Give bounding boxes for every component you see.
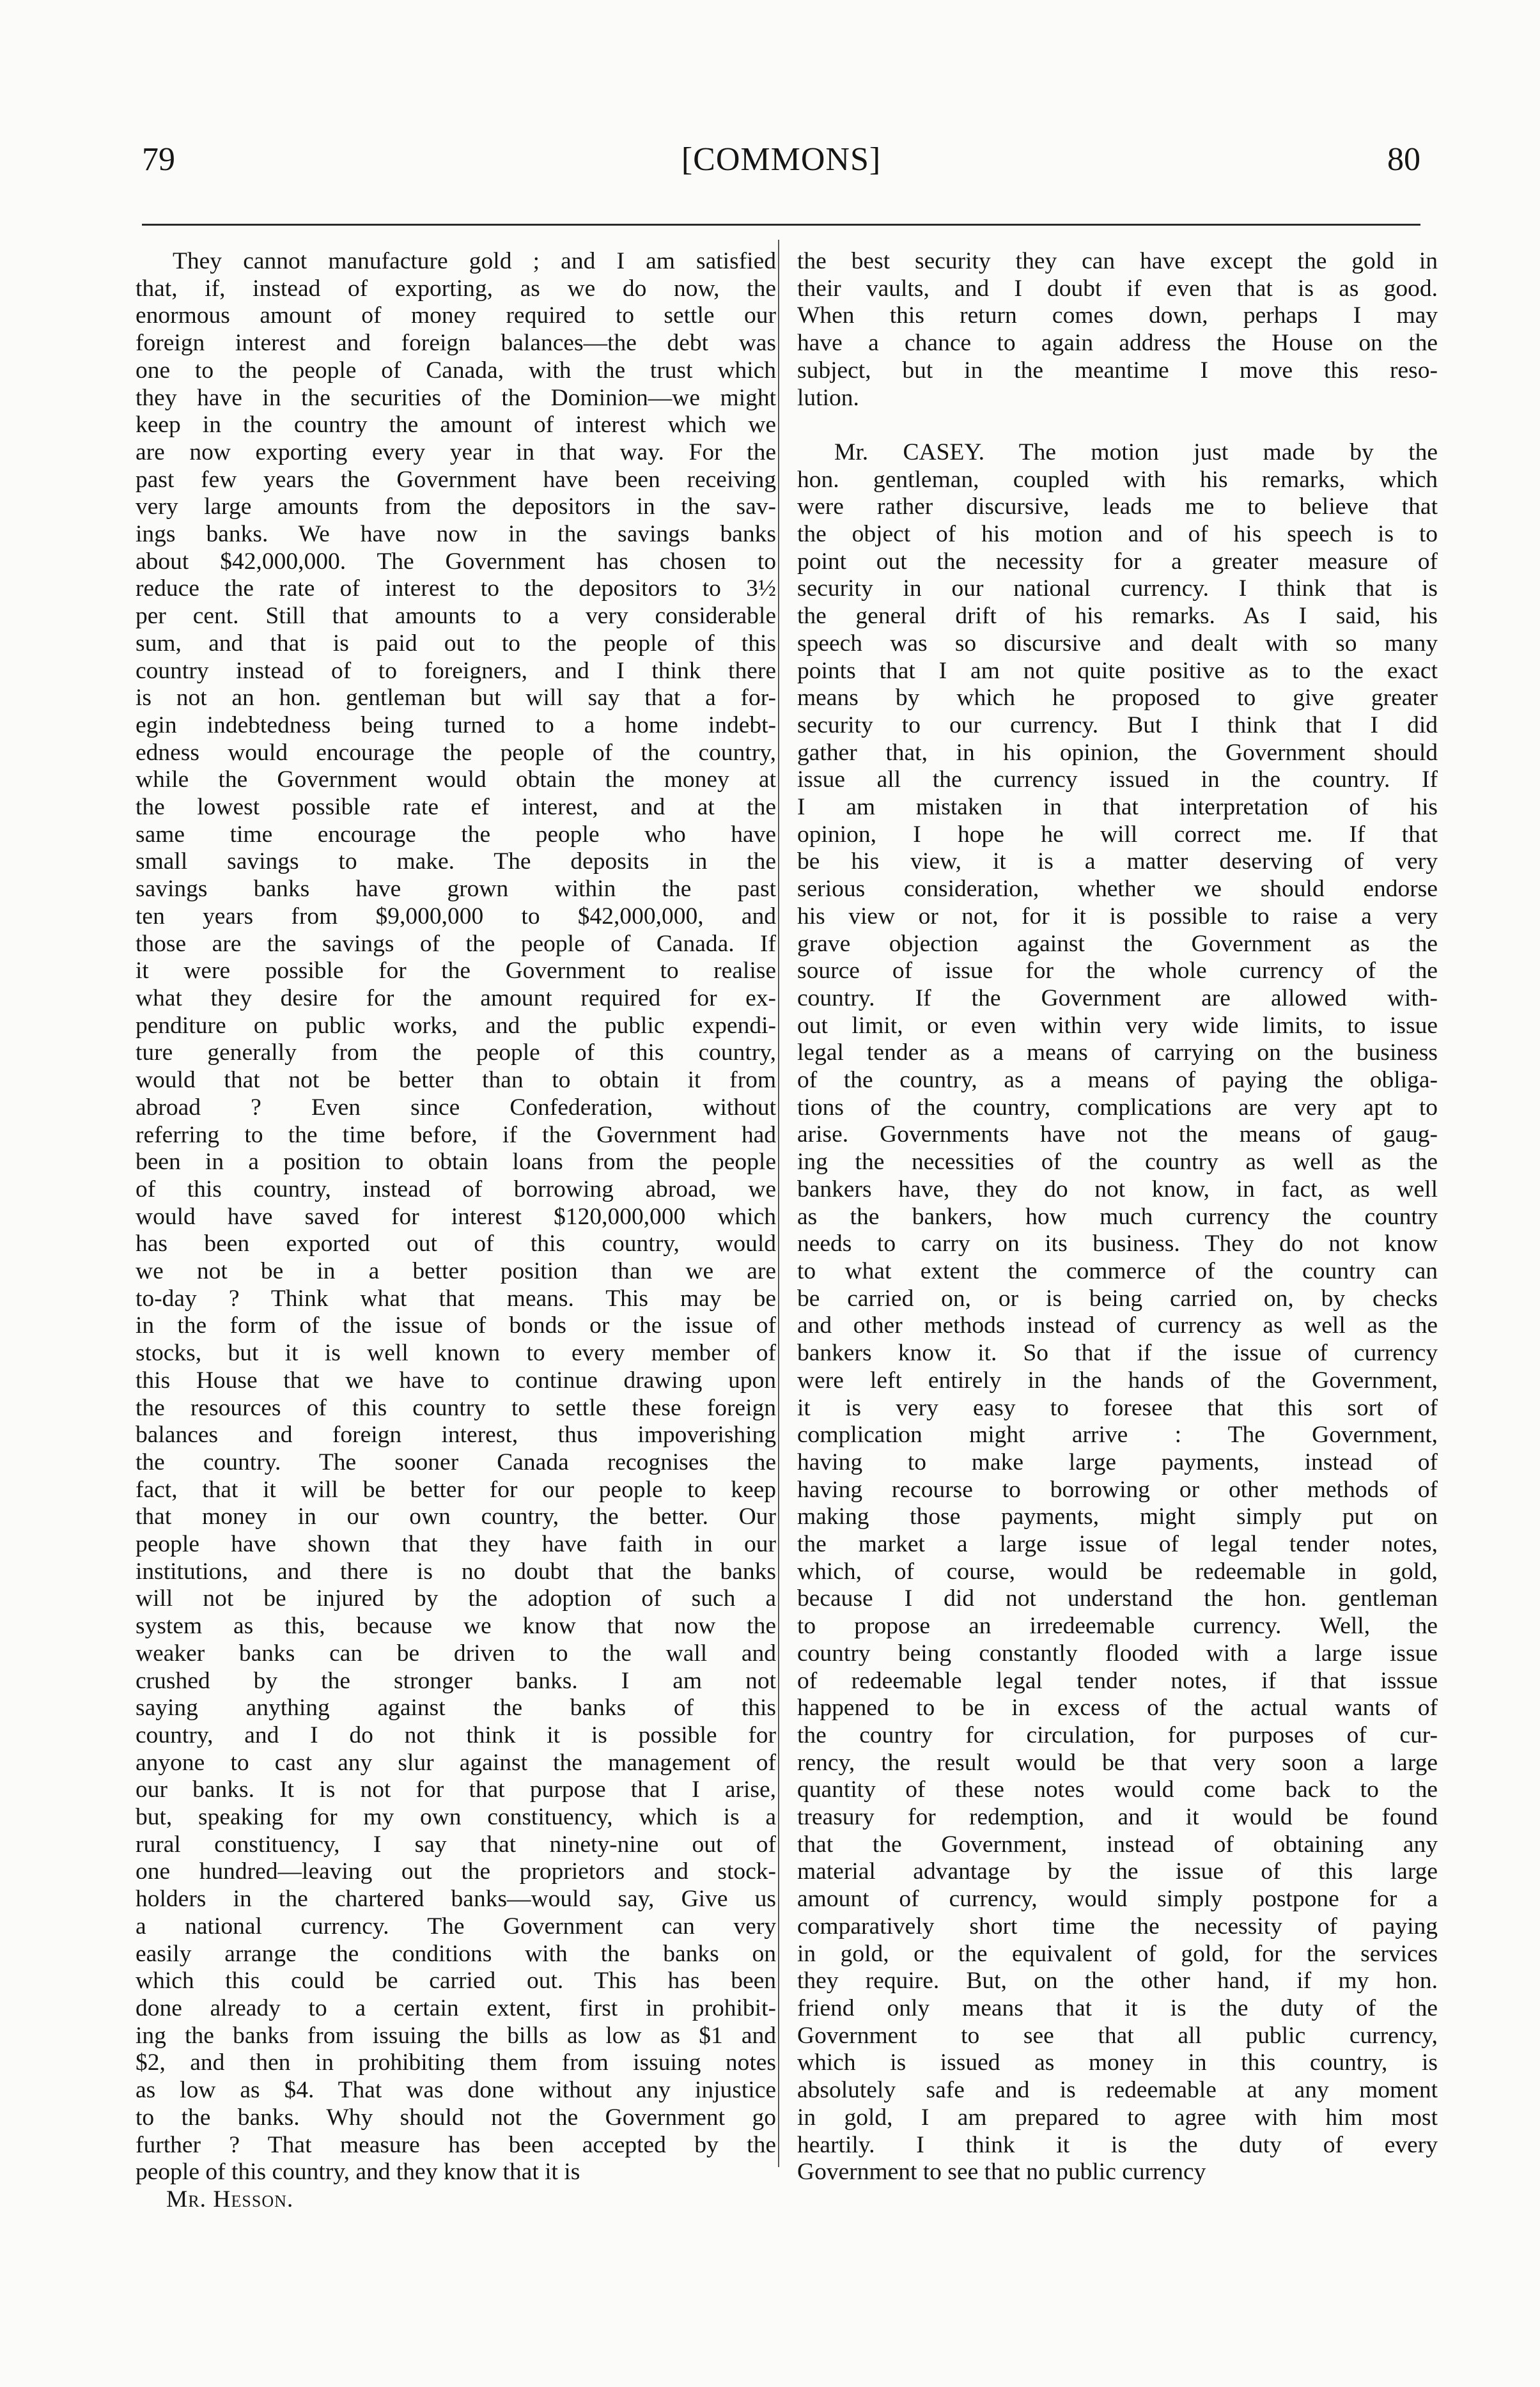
text-line: is not an hon. gentleman but will say that a for- xyxy=(136,685,776,711)
text-line: holders in the chartered banks—would say, Give us xyxy=(136,1886,776,1913)
text-line: done already to a certain extent, first in prohibit- xyxy=(136,1995,776,2021)
text-line: because I did not understand the hon. gentleman xyxy=(797,1585,1438,1612)
text-line: we not be in a better position than we are xyxy=(136,1258,776,1285)
text-line: heartily. I think it is the duty of every xyxy=(797,2131,1438,2158)
text-line: one hundred—leaving out the proprietors and stock- xyxy=(136,1858,776,1885)
text-line: keep in the country the amount of interest which we xyxy=(136,412,776,439)
running-head: [COMMONS] xyxy=(681,141,882,178)
text-line: to what extent the commerce of the country can xyxy=(797,1258,1438,1284)
text-line: quantity of these notes would come back to the xyxy=(797,1777,1438,1803)
text-line: balances and foreign interest, thus impoverishing xyxy=(136,1422,776,1449)
text-line: hon. gentleman, coupled with his remarks, which xyxy=(797,466,1438,493)
footer-speaker-name: Mr. Hesson. xyxy=(166,2186,294,2212)
text-line: of this country, instead of borrowing abroad, we xyxy=(136,1176,776,1202)
text-line: serious consideration, whether we should endorse xyxy=(797,876,1438,903)
text-line: Government to see that all public currency, xyxy=(797,2022,1438,2049)
text-line: ing the necessities of the country as well as the xyxy=(797,1149,1438,1176)
paragraph-gap xyxy=(797,412,1438,439)
text-line: which is issued as money in this country, is xyxy=(797,2049,1438,2076)
text-line: were left entirely in the hands of the Government, xyxy=(797,1367,1438,1394)
text-line: security in our national currency. I think that is xyxy=(797,575,1438,602)
text-line: been in a position to obtain loans from the people xyxy=(136,1149,776,1176)
text-line: material advantage by the issue of this large xyxy=(797,1858,1438,1885)
text-line: have a chance to again address the House on the xyxy=(797,330,1438,357)
text-line: $2, and then in prohibiting them from issuing notes xyxy=(136,2049,776,2076)
text-line: Government to see that no public currency xyxy=(797,2159,1206,2186)
text-line: arise. Governments have not the means of gaug- xyxy=(797,1121,1438,1148)
text-line: it is very easy to foresee that this sort of xyxy=(797,1394,1438,1421)
text-line: our banks. It is not for that purpose that I arise, xyxy=(136,1777,776,1803)
text-line: edness would encourage the people of the country, xyxy=(136,739,776,766)
text-line: fact, that it will be better for our people to keep xyxy=(136,1476,776,1503)
text-line: speech was so discursive and dealt with so many xyxy=(797,630,1438,657)
text-line: point out the necessity for a greater measure of xyxy=(797,548,1438,575)
text-line: be his view, it is a matter deserving of very xyxy=(797,848,1438,875)
text-line: they require. But, on the other hand, if my hon. xyxy=(797,1968,1438,1994)
text-line: country, and I do not think it is possible for xyxy=(136,1722,776,1748)
text-line: friend only means that it is the duty of the xyxy=(797,1994,1438,2021)
text-line: sum, and that is paid out to the people of this xyxy=(136,630,776,657)
text-line: easily arrange the conditions with the banks on xyxy=(136,1940,776,1967)
text-line: comparatively short time the necessity of paying xyxy=(797,1913,1438,1940)
text-line: country being constantly flooded with a large issue xyxy=(797,1640,1438,1667)
text-line: absolutely safe and is redeemable at any moment xyxy=(797,2077,1438,2104)
text-line: that money in our own country, the better. Our xyxy=(136,1504,776,1530)
text-line: in the form of the issue of bonds or the issue of xyxy=(136,1312,776,1339)
text-line: small savings to make. The deposits in the xyxy=(136,848,776,875)
text-line: as the bankers, how much currency the country xyxy=(797,1203,1438,1230)
text-line: country. If the Government are allowed with- xyxy=(797,984,1438,1011)
text-line: that, if, instead of exporting, as we do now, the xyxy=(136,275,776,302)
text-line: that the Government, instead of obtaining any xyxy=(797,1831,1438,1858)
text-line: ings banks. We have now in the savings banks xyxy=(136,521,776,548)
text-line: out limit, or even within very wide limits, to issue xyxy=(797,1012,1438,1039)
text-line: to-day ? Think what that means. This may be xyxy=(136,1285,776,1312)
text-line: They cannot manufacture gold ; and I am satisfied xyxy=(173,248,776,274)
text-line: enormous amount of money required to settle our xyxy=(136,302,776,329)
text-line: would have saved for interest $120,000,000 which xyxy=(136,1203,776,1230)
text-line: his view or not, for it is possible to raise a very xyxy=(797,903,1438,929)
text-line: grave objection against the Government as the xyxy=(797,930,1438,957)
text-line: which this could be carried out. This has been xyxy=(136,1968,776,1994)
text-line: having recourse to borrowing or other methods of xyxy=(797,1476,1438,1503)
text-line: referring to the time before, if the Government had xyxy=(136,1121,776,1148)
text-line: the resources of this country to settle these foreign xyxy=(136,1394,776,1421)
page-number-left: 79 xyxy=(142,141,175,178)
text-line: and other methods instead of currency as well as the xyxy=(797,1312,1438,1339)
text-line: be carried on, or is being carried on, by checks xyxy=(797,1285,1438,1312)
text-line: bankers know it. So that if the issue of currency xyxy=(797,1340,1438,1367)
text-line: security to our currency. But I think that I did xyxy=(797,711,1438,738)
text-line: needs to carry on its business. They do not know xyxy=(797,1231,1438,1257)
text-line: opinion, I hope he will correct me. If that xyxy=(797,821,1438,848)
text-line: the general drift of his remarks. As I said, his xyxy=(797,603,1438,630)
text-line: I am mistaken in that interpretation of his xyxy=(797,794,1438,821)
text-line: ten years from $9,000,000 to $42,000,000, and xyxy=(136,903,776,929)
text-line: anyone to cast any slur against the management of xyxy=(136,1749,776,1776)
text-line: what they desire for the amount required for ex- xyxy=(136,984,776,1011)
text-line: saying anything against the banks of this xyxy=(136,1695,776,1722)
text-line: of redeemable legal tender notes, if that isssue xyxy=(797,1667,1438,1694)
page-header xyxy=(142,134,1420,185)
text-line: abroad ? Even since Confederation, without xyxy=(136,1094,776,1121)
text-line: ture generally from the people of this country, xyxy=(136,1039,776,1066)
text-line: the country for circulation, for purposes of cur- xyxy=(797,1722,1438,1748)
text-line: would that not be better than to obtain it from xyxy=(136,1067,776,1094)
text-line: the object of his motion and of his speech is to xyxy=(797,521,1438,548)
text-line: country instead of to foreigners, and I think there xyxy=(136,657,776,684)
text-line: points that I am not quite positive as to the exact xyxy=(797,657,1438,684)
text-line: amount of currency, would simply postpone for a xyxy=(797,1886,1438,1913)
text-line: people have shown that they have faith in our xyxy=(136,1531,776,1558)
text-line: it were possible for the Government to realise xyxy=(136,958,776,984)
column-divider xyxy=(778,240,779,2167)
text-line: a national currency. The Government can very xyxy=(136,1913,776,1940)
text-line: past few years the Government have been receiving xyxy=(136,466,776,493)
text-line: the best security they can have except the gold in xyxy=(797,248,1438,274)
text-line: while the Government would obtain the money at xyxy=(136,766,776,793)
text-line: source of issue for the whole currency of the xyxy=(797,958,1438,984)
text-line: they have in the securities of the Dominion—we might xyxy=(136,384,776,411)
text-line: very large amounts from the depositors in the sav- xyxy=(136,494,776,520)
text-line: weaker banks can be driven to the wall and xyxy=(136,1640,776,1667)
text-line: per cent. Still that amounts to a very considerable xyxy=(136,603,776,630)
text-line: happened to be in excess of the actual wants of xyxy=(797,1695,1438,1722)
text-line: about $42,000,000. The Government has chosen to xyxy=(136,548,776,575)
page-number-right: 80 xyxy=(1387,141,1420,178)
text-line: people of this country, and they know that it is xyxy=(136,2159,580,2186)
header-rule xyxy=(142,224,1420,226)
text-line: their vaults, and I doubt if even that is as good. xyxy=(797,275,1438,302)
text-line: same time encourage the people who have xyxy=(136,821,776,848)
text-line: rural constituency, I say that ninety-nine out of xyxy=(136,1831,776,1858)
text-line: reduce the rate of interest to the depositors to 3½ xyxy=(136,575,776,602)
text-line: Mr. CASEY. The motion just made by the xyxy=(834,439,1438,465)
text-line: means by which he proposed to give greater xyxy=(797,685,1438,711)
text-line: treasury for redemption, and it would be found xyxy=(797,1804,1438,1831)
text-line: in gold, I am prepared to agree with him most xyxy=(797,2104,1438,2131)
text-line: in gold, or the equivalent of gold, for the services xyxy=(797,1940,1438,1967)
text-line: system as this, because we know that now the xyxy=(136,1613,776,1640)
text-line: the lowest possible rate ef interest, and at the xyxy=(136,794,776,821)
text-line: savings banks have grown within the past xyxy=(136,876,776,903)
text-line: issue all the currency issued in the country. If xyxy=(797,766,1438,793)
text-line: which, of course, would be redeemable in gold, xyxy=(797,1558,1438,1585)
text-line: of the country, as a means of paying the obliga- xyxy=(797,1067,1438,1094)
text-line: subject, but in the meantime I move this reso- xyxy=(797,357,1438,384)
text-line: one to the people of Canada, with the trust which xyxy=(136,357,776,384)
text-line: penditure on public works, and the public expendi- xyxy=(136,1012,776,1039)
text-line: the country. The sooner Canada recognises the xyxy=(136,1449,776,1475)
left-column xyxy=(136,248,776,2214)
text-line: legal tender as a means of carrying on the business xyxy=(797,1039,1438,1066)
right-column xyxy=(797,248,1438,2186)
text-line: were rather discursive, leads me to believe that xyxy=(797,494,1438,520)
text-line: crushed by the stronger banks. I am not xyxy=(136,1667,776,1694)
text-line: institutions, and there is no doubt that the banks xyxy=(136,1558,776,1585)
text-line: the market a large issue of legal tender notes, xyxy=(797,1531,1438,1558)
text-line: bankers have, they do not know, in fact, as well xyxy=(797,1176,1438,1202)
text-line: gather that, in his opinion, the Government should xyxy=(797,739,1438,766)
text-line: tions of the country, complications are very apt to xyxy=(797,1094,1438,1121)
text-line: complication might arrive : The Government, xyxy=(797,1422,1438,1449)
text-line: stocks, but it is well known to every member of xyxy=(136,1340,776,1367)
text-line: having to make large payments, instead of xyxy=(797,1449,1438,1475)
text-line: those are the savings of the people of Canada. If xyxy=(136,930,776,957)
text-line: foreign interest and foreign balances—the debt was xyxy=(136,330,776,357)
text-line: making those payments, might simply put on xyxy=(797,1504,1438,1530)
text-line: will not be injured by the adoption of such a xyxy=(136,1585,776,1612)
text-line: to propose an irredeemable currency. Well, the xyxy=(797,1613,1438,1640)
text-line: but, speaking for my own constituency, which is a xyxy=(136,1804,776,1831)
text-line: lution. xyxy=(797,384,859,411)
text-line: this House that we have to continue drawing upon xyxy=(136,1367,776,1394)
text-line: are now exporting every year in that way. For the xyxy=(136,439,776,465)
text-line: ing the banks from issuing the bills as low as $1 and xyxy=(136,2022,776,2049)
text-line: When this return comes down, perhaps I may xyxy=(797,302,1438,329)
text-line: further ? That measure has been accepted by the xyxy=(136,2131,776,2158)
text-line: has been exported out of this country, would xyxy=(136,1231,776,1257)
text-line: egin indebtedness being turned to a home indebt- xyxy=(136,711,776,738)
text-line: as low as $4. That was done without any injustice xyxy=(136,2077,776,2104)
text-line: rency, the result would be that very soon a large xyxy=(797,1749,1438,1776)
text-line: to the banks. Why should not the Government go xyxy=(136,2104,776,2131)
